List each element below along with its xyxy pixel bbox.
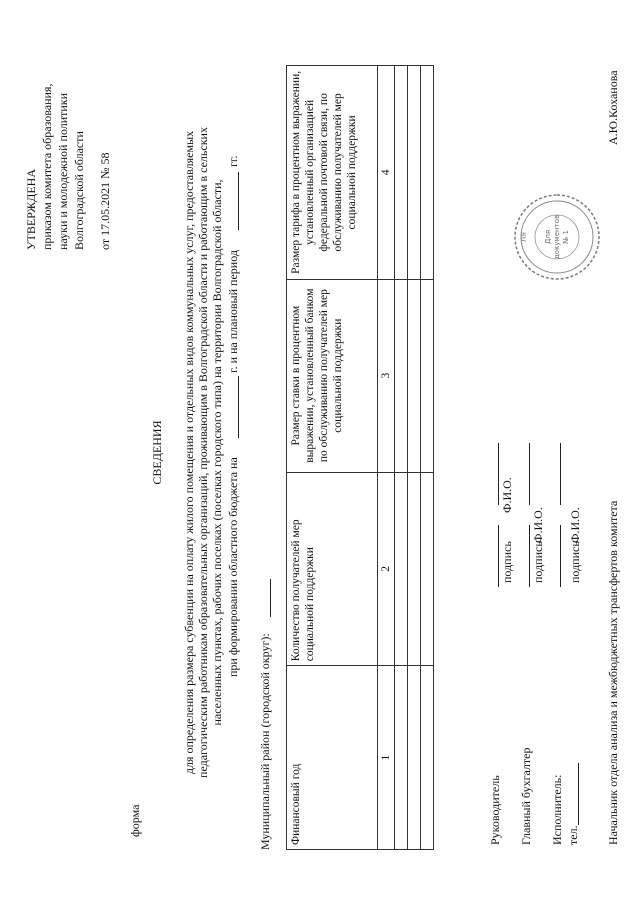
municipal-label: Муниципальный район (городской округ):	[258, 633, 272, 850]
stamp-ring-text: ЛЯ	[520, 231, 528, 243]
executor-name-caption: Ф.И.О.	[568, 507, 582, 543]
table-cell[interactable]	[408, 472, 421, 666]
head-signature-line	[498, 525, 499, 587]
subtitle-line-2: педагогическим работникам образовательных организаций, проживающим в Волгоградской области и работающим в сельских	[196, 127, 210, 778]
header-bank-rate: Размер ставки в процентном выражении, установленный банком по обслуживанию получателей мер социальной поддержки	[287, 279, 378, 472]
table-cell[interactable]	[421, 279, 434, 472]
executor-signature-line	[560, 525, 561, 587]
stamp-line-2: документов	[553, 214, 561, 260]
accountant-signature-caption: подпись	[531, 541, 545, 583]
column-number-3: 3	[378, 279, 395, 472]
table-cell[interactable]	[421, 66, 434, 280]
table-row	[408, 66, 421, 850]
table-cell[interactable]	[408, 66, 421, 280]
header-recipients-count: Количество получателей мер социальной поддержки	[287, 472, 378, 666]
budget-year-blank	[238, 376, 239, 438]
approved-line-1: приказом комитета образования,	[40, 83, 54, 250]
executor-label: Исполнитель:	[550, 774, 564, 845]
table-header-row	[287, 66, 378, 850]
table-cell[interactable]	[395, 666, 408, 850]
table-cell[interactable]	[395, 279, 408, 472]
table-cell[interactable]	[395, 66, 408, 280]
planning-period-blank	[238, 172, 239, 230]
subtitle-line-1: для определения размера субвенции на оплату жилого помещения и отдельных видов коммунальных услуг, предоставляемых	[182, 130, 196, 775]
footer-position: Начальник отдела анализа и межбюджетных трансфертов комитета	[606, 500, 620, 845]
form-label: форма	[128, 804, 142, 837]
footer-name: А.Ю.Коханова	[606, 70, 620, 145]
head-name-caption: Ф.И.О.	[500, 477, 514, 513]
accountant-name-caption: Ф.И.О.	[531, 507, 545, 543]
header-financial-year: Финансовый год	[287, 666, 378, 850]
table-row	[395, 66, 408, 850]
document-title: СВЕДЕНИЯ	[150, 420, 164, 485]
subtitle-line-4-suffix: гг.	[226, 155, 240, 167]
stamp-line-3: № 1	[562, 230, 570, 244]
table-cell[interactable]	[408, 666, 421, 850]
table-number-row	[378, 66, 395, 850]
accountant-signature-line	[529, 525, 530, 587]
executor-signature-caption: подпись	[568, 541, 582, 583]
head-label: Руководитель	[488, 775, 502, 845]
phone-label: тел.	[566, 825, 580, 845]
head-signature-caption: подпись	[500, 541, 514, 583]
table-cell[interactable]	[395, 472, 408, 666]
approved-date-line: от 17.05.2021 № 58	[98, 152, 112, 250]
approved-title: УТВЕРЖДЕНА	[24, 168, 38, 250]
subtitle-line-3: населенных пунктах, рабочих поселках (поселках городского типа) на территории Волгоградской области,	[210, 179, 224, 726]
approved-line-2: науки и молодежной политики	[56, 92, 70, 250]
accountant-label: Главный бухгалтер	[519, 747, 533, 845]
table-row	[421, 66, 434, 850]
header-postal-tariff: Размер тарифа в процентном выражении, установленный организацией федеральной почтовой связи, по обслуживанию получателей мер социальной поддержки	[287, 66, 378, 280]
stamp-line-1: Для	[544, 229, 552, 245]
approved-line-3: Волгоградской области	[72, 131, 86, 250]
column-number-4: 4	[378, 66, 395, 280]
table-cell[interactable]	[408, 279, 421, 472]
column-number-2: 2	[378, 472, 395, 666]
stamp-seal-icon	[512, 192, 602, 282]
executor-name-line	[560, 443, 561, 505]
accountant-name-line	[529, 443, 530, 505]
phone-line	[578, 763, 579, 825]
head-name-line	[498, 443, 499, 505]
subtitle-line-4-mid: г. и на плановый период	[226, 250, 240, 373]
column-number-1: 1	[378, 666, 395, 850]
municipal-blank	[270, 579, 271, 617]
subtitle-line-4-prefix: при формировании областного бюджета на	[226, 457, 240, 677]
table-cell[interactable]	[421, 472, 434, 666]
table-cell[interactable]	[421, 666, 434, 850]
data-table	[286, 65, 434, 850]
